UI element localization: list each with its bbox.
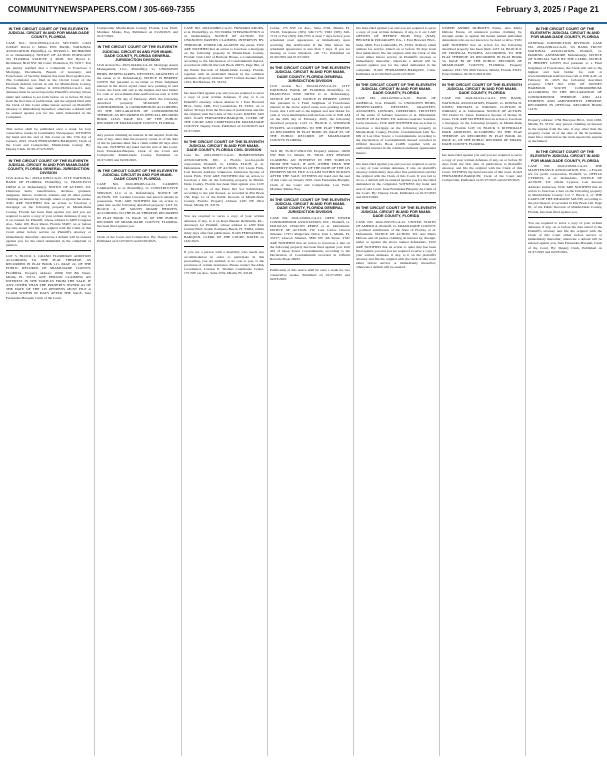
notice-body: TAX ID: 35-3017-039-0130. Property address: 16050 NW 89th Ct, Miami, FL 33018. ANY PERSON CLAIMING AN INTEREST IN THE SURPLUS FROM THE SALE, IF ANY, OTHER THAN THE PROPERTY OWNER AS OF THE DATE OF THE LIS PENDENS MUST FILE A CLAIM WITHIN 60 DAYS AFTER THE SALE. WITNESS my hand and the seal of this court on January 2025. Juan Fernandez-Barquin, Clerk of the Court and Comptroller. Law Firm: Matthew Marks, Esq.	[270, 149, 350, 191]
column-6	[442, 26, 522, 756]
notice-separator	[6, 155, 91, 156]
notice-body: You are required to serve a copy of your written defenses, if any, to it on Kaye Bender Rembaum, P.L., Attorneys for Plaintiff, whose address is 1200 Park Central Blvd. South, Pompano Beach, FL 33064, within thirty days after first publication. JUAN FERNANDEZ-BARQUIN, CLERK OF THE COURT. DATED on JAN 2025.	[184, 214, 264, 244]
column-divider	[94, 24, 95, 756]
notice-body: CASE NO. 2024-019576-CA-01. UNITED STATES OF AMERICA, Plaintiff, vs. MIAMI-DADE COUNTY, a political subdivision of the State of Florida, et al. Defendants. NOTICE OF ACTION. TO: Ana Maria Duboze and all parties claiming an interest by, through, under or against the above named defendants. YOU ARE NOTIFIED that an action to quiet title has been filed against you and you are required to serve a copy of your written defenses, if any, to it on the plaintiff's attorney and file the original with the clerk of this court either before service or immediately thereafter; otherwise a default will be entered.	[356, 219, 436, 270]
notice-body: has been filed against you and you are required to serve a copy of your written defenses, if any, to it on Plaintiff's attorney, whose address is 1 East Broward Blvd., Suite 1400, Fort Lauderdale, FL 33301, on or before 30 days from the first date of publication and file the original with the Clerk of this Court. DATED: JAN 2025. JUAN FERNANDEZ-BARQUIN, CLERK OF THE COURT AND COMPTROLLER MIAMI-DADE COUNTY. Deputy Clerk. Published on 01/20/2025 and 01/27/2025.	[184, 91, 264, 133]
notice-separator	[97, 165, 178, 166]
notice-heading: IN THE CIRCUIT COURT OF THE ELEVENTH JUDICIAL CIRCUIT IN AND FOR MIAMI-DADE COUNTY, FLORIDA	[530, 27, 600, 40]
notice-body: Civil Action No.: 2023-024464-CA-01. Mortgage Assets Management, LLC. Plaintiff(s), vs. UNKNOWN HEIRS, BENEFICIARIES, DEVISEES, GRANTEES of the estate et al. Defendant(s). NOTICE IS HEREBY GIVEN that pursuant to an Order or Final Judgment entered in the above styled cause now pending in said Court, the Clerk will sell to the highest and best bidder for cash at www.miami-dade.realforeclose.com at 9:00 AM on the 27th day of February, 2025, the following described property: SEAWAVE EAST CONDOMINIUM, A CONDOMINIUM ACCORDING TO THE DECLARATION OF CONDOMINIUM THEREOF, AS RECORDED IN OFFICIAL RECORDS BOOK 12345, PAGE 923, OF THE PUBLIC RECORDS OF MIAMI-DADE COUNTY, FLORIDA.	[97, 63, 178, 126]
notice-body: CASE NO. 2024-020805-CA-01. HOWARD KRUPA, et al. Plaintiff(s), vs. VICTORIA STEPANKOVSKY et al. Defendant(s). NOTICE OF ACTION. TO: UNKNOWN PARTIES CLAIMING INTERESTS BY, THROUGH, UNDER OR AGAINST the estate. YOU ARE NOTIFIED that an action to foreclose a mortgage on the following property in Miami-Dade County, Florida: Unit 1102 of Harbour House, a Condominium, according to the Declaration of Condominium thereof, recorded in Official Records Book 26675, Page 992, of the Public Records of Miami-Dade County, Florida, together with an undivided interest in the common elements. Property address: 10275 Collins Avenue, Unit 1102, Bal Harbour, FL 33154.	[184, 26, 264, 85]
notice-separator	[442, 79, 522, 80]
notice-body: CASE NO. 2024-021191-CA-01. PNC BANK, NATIONAL ASSOCIATION, Plaintiff, vs. DONNA D. JONES; MICHAEL A. JORDAN; CLINTON D. JORDAN; et al. Defendants. NOTICE OF ACTION. TO: Donna D. Jones, Unknown Spouse of Donna D. Jones. YOU ARE NOTIFIED that an action to foreclose a mortgage on the following property in Miami-Dade County, Florida: LOT 10, BLOCK 3, RIVERDALE PARK ADDITION, ACCORDING TO THE PLAT THEREOF, AS RECORDED IN PLAT BOOK 40, PAGE 41, OF THE PUBLIC RECORDS OF MIAMI-DADE COUNTY, FLORIDA.	[442, 96, 522, 147]
notice-separator	[270, 145, 350, 146]
notice-body: Publication of this notice shall be once a week for two consecutive weeks. Published on 01/27/2025 and 02/03/2025.	[270, 268, 350, 281]
notice-body: Comptroller Miami-Dade County, Florida. Law Firm: Matthew Marks, Esq. Published on 01/20/2025 and 01/27/2025.	[97, 26, 178, 39]
notice-separator	[270, 62, 350, 63]
column-7	[528, 26, 602, 756]
notice-body: has been filed against you and you are required to serve a copy of your written defenses, if any, on plaintiff's attorney within thirty days after first publication and file the original with the Clerk of this Court. If you fail to do so, a default will be entered against you for the relief demanded in the complaint. WITNESS my hand and seal of said Court. Juan Fernandez-Barquin, As Clerk of the Court. By: Deputy Clerk. Published on 01/27/2025 and 02/03/2025.	[356, 161, 436, 199]
notice-heading: IN THE CIRCUIT COURT OF THE ELEVENTH JUDICIAL CIRCUIT IN AND FOR MIAMI-DADE COUNTY, FLORIDA	[7, 27, 90, 40]
site-url[interactable]: COMMUNITYNEWSPAPERS.COM / 305-669-7355	[8, 5, 195, 14]
notice-separator	[184, 87, 264, 88]
notice-body: Any person claiming an interest in the surplus from the sale, if any, other than the property owner as of the date of the lis pendens must file a claim within 60 days after the sale. WITNESS my hand and the seal of this Court. Juan Fernandez-Barquin, Clerk of the Court and Comptroller Miami-Dade County. Published on 01/27/2025 and 02/03/2025.	[97, 132, 178, 162]
column-4	[270, 26, 350, 756]
column-3	[184, 26, 264, 756]
notice-separator	[184, 136, 264, 137]
notice-heading: IN THE CIRCUIT COURT OF THE ELEVENTH JUDICIAL CIRCUIT IN AND FOR MIAMI-DADE COUNTY, FLORIDA CIVIL DIVISION	[184, 139, 264, 153]
column-divider	[439, 24, 440, 756]
notice-separator	[270, 264, 350, 265]
notice-body: Property address: 1784 Biscayne Blvd., Unit 1036, Miami, FL 33132. Any person claiming an interest in the surplus from the sale, if any, other than the property owner as of the date of the lis pendens, must file a claim before the clerk reports the surplus as unclaimed.	[528, 118, 602, 144]
notice-separator	[356, 158, 436, 159]
notice-separator	[528, 217, 602, 218]
notice-body: has been filed against you and you are required to serve a copy of your written defenses, if any, to it on: LAW OFFICES OF JEFFREY NIGH, ESQ. (NAF). BECKER & POLIAKOFF, P.A., 1 East Broward Blvd., Suite 1800, Fort Lauderdale, FL 33301. Primary email address for service. Dated on or before 30 days from first publication; file the original with the Clerk of this Court either before service on Plaintiff's attorney or immediately thereafter; otherwise a default will be entered against you for the relief demanded in the complaint. JUAN FERNANDEZ-BARQUIN, Clerk. Published on 01/20/2025 and 01/27/2025.	[356, 26, 436, 76]
notice-separator	[6, 123, 91, 124]
notice-heading: IN THE CIRCUIT COURT OF THE ELEVENTH JUDICIAL CIRCUIT IN AND FOR MIAMI-DADE COUNTY, FLORIDA GENERAL JURISDICTION DIVISION	[7, 158, 90, 176]
column-divider	[267, 24, 268, 756]
column-divider	[353, 24, 354, 756]
notice-body: You are required to serve a copy of your written defenses, if any, on or before the date stated to the Plaintiff's attorney and file the original with the Clerk of this Court either before service or immediately thereafter; otherwise a default will be entered against you. Juan Fernandez-Barquin, Clerk of the Court. By: Deputy Clerk. Published on 01/27/2025 and 02/03/2025.	[528, 220, 602, 254]
column-5	[356, 26, 436, 756]
notice-heading: IN THE CIRCUIT COURT OF THE ELEVENTH JUDICIAL CIRCUIT IN AND FOR MIAMI-DADE COUNTY, FLORIDA GENERAL JURISDICTION DIVISION	[270, 197, 350, 215]
notice-heading: IN THE CIRCUIT COURT OF THE ELEVENTH JUDICIAL CIRCUIT IN AND FOR MIAMI-DADE COUNTY, FLORIDA GENERAL JURISDICTION DIVISION	[270, 66, 350, 83]
notice-body: If you are a person with a disability who needs any accommodation in order to participate in this proceeding, you are entitled, at no cost to you, to the provision of certain assistance. Please contact the ADA Coordinator, Lawson E. Thomas Courthouse Center, 175 NW 1st Ave., Suite 2702, Miami, FL 33128.	[184, 250, 264, 276]
notice-separator	[356, 79, 436, 80]
notice-body: CASE NO. 2024-023561-CA-01. BANK OF AMERICA, N.A. Plaintiff, vs. UNKNOWN HEIRS, BENEFICIARIES, DEVISEES, GRANTEES, ASSIGNEES, LIENORS, CREDITORS, TRUSTEES of the estate of Adriano Guerrero et al. Defendants. NOTICE OF ACTION. TO: Adriano Guerrero Sanchez, Lucia Guerrero. YOU ARE NOTIFIED that an action to foreclose a mortgage on the following property in Miami-Dade County, Florida: Condominium Unit No. 609 of Las Olas Tower, a Condominium, according to the Declaration of Condominium thereof recorded in Official Records Book 21488, together with an undivided interest in the common elements appurtenant thereto.	[356, 96, 436, 155]
notice-body: LOT 5, BLOCK 2, GRAND FLORIDIAN ADDITION ACCORDING TO THE PLAT THEREOF, AS RECORDED IN PLAT BOOK 111, PAGE 22, OF THE PUBLIC RECORDS OF MIAMI-DADE COUNTY, FLORIDA. Property address: 10050 NW 8th Street, Miami, FL 33172. ANY PERSON CLAIMING AN INTEREST IN THE SURPLUS FROM THE SALE, IF ANY, OTHER THAN THE PROPERTY OWNER AS OF THE DATE OF THE LIS PENDENS MUST FILE A CLAIM WITHIN 60 DAYS AFTER THE SALE. Juan Fernandez-Barquin, Clerk of the Court.	[6, 253, 91, 300]
notice-separator	[97, 129, 178, 130]
notice-heading: IN THE CIRCUIT COURT OF THE ELEVENTH JUDICIAL CIRCUIT IN AND FOR MIAMI-DADE COUNTY, FLORIDA	[442, 82, 522, 96]
notice-separator	[6, 250, 91, 251]
notice-heading: IN THE CIRCUIT COURT OF THE ELEVENTH JUDICIAL CIRCUIT IN AND FOR MIAMI-DADE COUNTY, FLORIDA	[356, 82, 436, 96]
notice-body: CASE NO. 2024-009463-CA-01. CARMEN CARRANZA et al. Plaintiff(s), vs. CONSTRUCTIVE SERVICE, LLC et al. Defendant(s). NOTICE OF ACTION. TO: Carmen Carranza and known tenants in possession. YOU ARE NOTIFIED that an action to quiet title on the following described property: LOT 16, BLOCK 2, OF SOUTH MIAMI HEIGHTS, ACCORDING TO THE PLAT THEREOF, RECORDED IN PLAT BOOK 73, PAGE 19, OF THE PUBLIC RECORDS OF MIAMI-DADE COUNTY, FLORIDA, has been filed against you.	[97, 182, 178, 228]
notice-body: CASE NO. 2024-019843-CA-01. OPEN TOWER CONDOMINIUM ASSOCIATION, INC., Plaintiff, vs. DOUGLAS CHACON PEREZ et al. Defendants. NOTICE OF ACTION. TO: Luis Carlos Chacon Jimenez, 17471 Ridgeview Drive, Unit 1, Miami, FL 33157; Chacon Jimenez, 3830 SW 4th Street. YOU ARE NOTIFIED that an action to foreclose a lien on the following property has been filed against you: Unit 401 of Open Tower Condominium, according to the Declaration of Condominium recorded in Official Records Book 26932.	[270, 215, 350, 262]
notice-heading: IN THE CIRCUIT COURT OF THE ELEVENTH JUDICIAL CIRCUIT IN AND FOR MIAMI-DADE COUNTY, FLORIDA GENERAL JURISDICTION DIVISION	[97, 45, 178, 63]
notice-body: Civil Action No.: 2024-021553-CA-01. CITY NATIONAL BANK OF FLORIDA Plaintiff(s), vs. FRANCISCO JOSE ORTIZ et al. Defendant(s). NOTICE OF SALE. NOTICE IS HEREBY GIVEN that pursuant to a Final Judgment of Foreclosure entered in the above styled cause now pending in said Court, that I will sell to the highest and best bidder for cash at www.miamidade.realforeclose.com at 9:00 AM on the 26th day of February, 2025, the following described property: LOT 11, BLOCK 2, WINDSOR ESTATES, ACCORDING TO THE PLAT THEREOF, AS RECORDED IN PLAT BOOK 99, PAGE 65, OF THE PUBLIC RECORDS OF MIAMI-DADE COUNTY, FLORIDA.	[270, 84, 350, 143]
notice-separator	[97, 231, 178, 232]
notice-body: This notice shall be published once a week for four consecutive weeks in Community Newspapers. WITNESS my hand and the seal of this Court on this 17th day of January, 2025. JUAN FERNANDEZ-BARQUIN, Clerk of the Court and Comptroller, Miami-Dade County. By: Deputy Clerk. 01/20-27/2/3/2025.	[6, 126, 91, 152]
notice-body: Clerk of the Court and Comptroller. By: Deputy Clerk. Published on 01/27/2025 and 02/03/2025.	[97, 235, 178, 244]
column-divider	[181, 24, 182, 756]
notice-separator	[270, 194, 350, 195]
issue-date-page: February 3, 2025 / Page 21	[496, 5, 599, 14]
column-2	[97, 26, 178, 756]
notice-body: Case No. 2025-000477-CA-01. HOMEOWNERS ASSOCIATION, INC. a Florida not-for-profit corporation, Plaintiff, vs. LINDA FLICH, et al. Defendants. NOTICE OF ACTION. TO: Linda Flich, Last Known Address: Unknown; Unknown Spouse of Linda Flich. YOU ARE NOTIFIED that an action to foreclose a lien on the following property in Miami-Dade County, Florida has been filed against you. LOT 11, BLOCK 4, of the Plaza Del Sol Subdivision, according to the plat thereof, as recorded in Plat Book 150, Page 11, of the Public Records of Miami-Dade County, Florida. Property address: 2181 NE 181st Street, Miami, FL 33179.	[184, 153, 264, 208]
notice-separator	[528, 146, 602, 147]
notice-body: has been filed against you and you are required to serve a copy of your written defenses, if any, on or before 30 days from the first date of publication to Plaintiff's attorney, and file the original with the Clerk of this Court. WITNESS my hand and seal of this court. JUAN FERNANDEZ-BARQUIN, Clerk of the Court and Comptroller. Published on 01/27/2025 and 02/03/2025.	[442, 153, 522, 183]
notice-body: GENERAL JURISDICTION DIVISION. CASE NO. 2024-026914-CA-01. US BANK TRUST NATIONAL ASSOCIATION, Plaintiff, vs. DOMINIC ANNEMORE, Defendant(s). NOTICE OF JUDICIAL SALE BY THE CLERK. NOTICE IS HEREBY GIVEN that pursuant to a Final Judgment of Foreclosure, the Clerk will sell to the highest and best bidder for cash at www.miamidade.realforeclose.com at 9:00 A.M. on February 19, 2025 the following described property: UNIT NO. 1036, OF SUNSET HARBOUR SOUTH CONDOMINIUM, ACCORDING TO THE DECLARATION OF CONDOMINIUM THEREOF, AND ALL EXHIBITS AND AMENDMENTS THEREOF, RECORDED IN OFFICIAL RECORDS BOOK 11476.	[528, 40, 602, 112]
notice-heading: IN THE CIRCUIT COURT OF THE ELEVENTH JUDICIAL CIRCUIT IN AND FOR MIAMI-DADE COUNTY, FLORIDA	[530, 150, 600, 163]
page-header	[0, 0, 607, 24]
notice-separator	[184, 246, 264, 247]
column-divider	[525, 24, 526, 756]
notice-separator	[356, 202, 436, 203]
notice-separator	[97, 41, 178, 42]
notice-heading: IN THE CIRCUIT COURT OF THE ELEVENTH JUDICIAL CIRCUIT IN AND FOR MIAMI-DADE COUNTY, FLORIDA	[97, 168, 178, 182]
notice-body: Civil Action No.: 2023-011093-CA-01. CITY NATIONAL BANK OF FLORIDA, Plaintiff(s), vs. FRANCISCO ORTIZ et al. Defendant(s). NOTICE OF ACTION. TO: Unknown heirs, beneficiaries, devisees, grantees, assignees, lienors, creditors, trustees and all other parties claiming an interest by, through, under or against the estate. YOU ARE NOTIFIED that an action to foreclose a mortgage on the following property in Miami-Dade County, Florida has been filed against you and you are required to serve a copy of your written defenses, if any, to it on counsel for Plaintiff, whose address is 6409 Congress Ave., Suite 100, Boca Raton, Florida 33487, on or before the date stated and file the original with the Clerk of this Court either before service on Plaintiff's attorney or immediately thereafter; otherwise a default will be entered against you for the relief demanded in the complaint or petition.	[6, 176, 91, 247]
notice-separator	[184, 210, 264, 211]
notice-separator	[528, 114, 602, 115]
notice-heading: IN THE CIRCUIT COURT OF THE ELEVENTH JUDICIAL CIRCUIT IN AND FOR MIAMI-DADE COUNTY, FLORIDA	[356, 206, 436, 219]
notice-body: JOSEPH ANDRE DUBOZE'S Estate, Ana Maria Duboze Estate, all unknown parties claiming by, through, under or against the herein named individual defendants who are not known to be dead or alive. YOU ARE NOTIFIED that an action for the following described property has been filed: LOT 14, BLOCK 6, OF TROPICAL ESTATES, ACCORDING TO THE PLAT THEREOF, AS RECORDED IN PLAT BOOK 54, PAGE 86 OF THE PUBLIC RECORDS OF MIAMI-DADE COUNTY, FLORIDA. Property address: 2341 SW 96th Terrace, Miami, Florida 33165. Folio Number: 30-5015-003-0190.	[442, 26, 522, 76]
notice-body: CASE NO.: 2019-032914-CA-01 SECTION: CA04 JUDGE: David C. Miller. PNC BANK, NATIONAL ASSOCIATION Plaintiff(s), vs. BYRON L. RICHMOND et al. Defendant(s). NOTICE OF ACTION PURSUANT TO FLORIDA STATUTE § 48.08. TO: Byron L. Richmond, 8010 NW 5th Court, Plantation, FL 33317. You are hereby notified that a Complaint to Foreclose a Mortgage, Documents, Breach of Guaranty, and Foreclosure of Security Interest has been filed against you. The Complaint was filed in the Circuit Court of the Eleventh Judicial Circuit in and for Miami-Dade County, Florida. The case number is 2019-032914-CA-01. Any defenses must be served upon the Plaintiff's attorney whose name and address is set forth below on or before 30 days from the first date of publication, and the original filed with the Clerk of this Court either before service on Plaintiff's attorney or immediately thereafter; otherwise a default will be entered against you for the relief demanded in the Complaint.	[6, 40, 91, 120]
column-1	[6, 26, 91, 756]
notice-separator	[442, 149, 522, 150]
notice-body: CASE NO. 2024-018202-CA-01. THE MAINTENANCE ASSOCIATION, INC., a Florida not for profit corporation, Plaintiff, vs. OFELIA CYPRESS, et al. Defendants. NOTICE OF ACTION. TO: Ofelia Cypress, Last Known Address: Unknown. YOU ARE NOTIFIED that an action to foreclose a lien on the following property in Miami-Dade County: Lot 7, Block 2, of THE LAKES OF THE MEADOW SOUTH, according to the plat thereof, as recorded in Plat Book 120, Page 81, of the Public Records of Miami-Dade County, Florida, has been filed against you.	[528, 163, 602, 214]
notice-body: Center, 175 NW 1st Ave., Suite 2702, Miami, FL 33128, Telephone (305) 349-7175; TDD (305) 349-7174 or Fax (305) 349-7355 at least 7 days before your scheduled court appearance, or immediately upon receiving this notification if the time before the scheduled appearance is less than 7 days. If you are hearing or voice impaired, call 711. Published on 01/20/2025 and 01/27/2025.	[270, 26, 350, 60]
